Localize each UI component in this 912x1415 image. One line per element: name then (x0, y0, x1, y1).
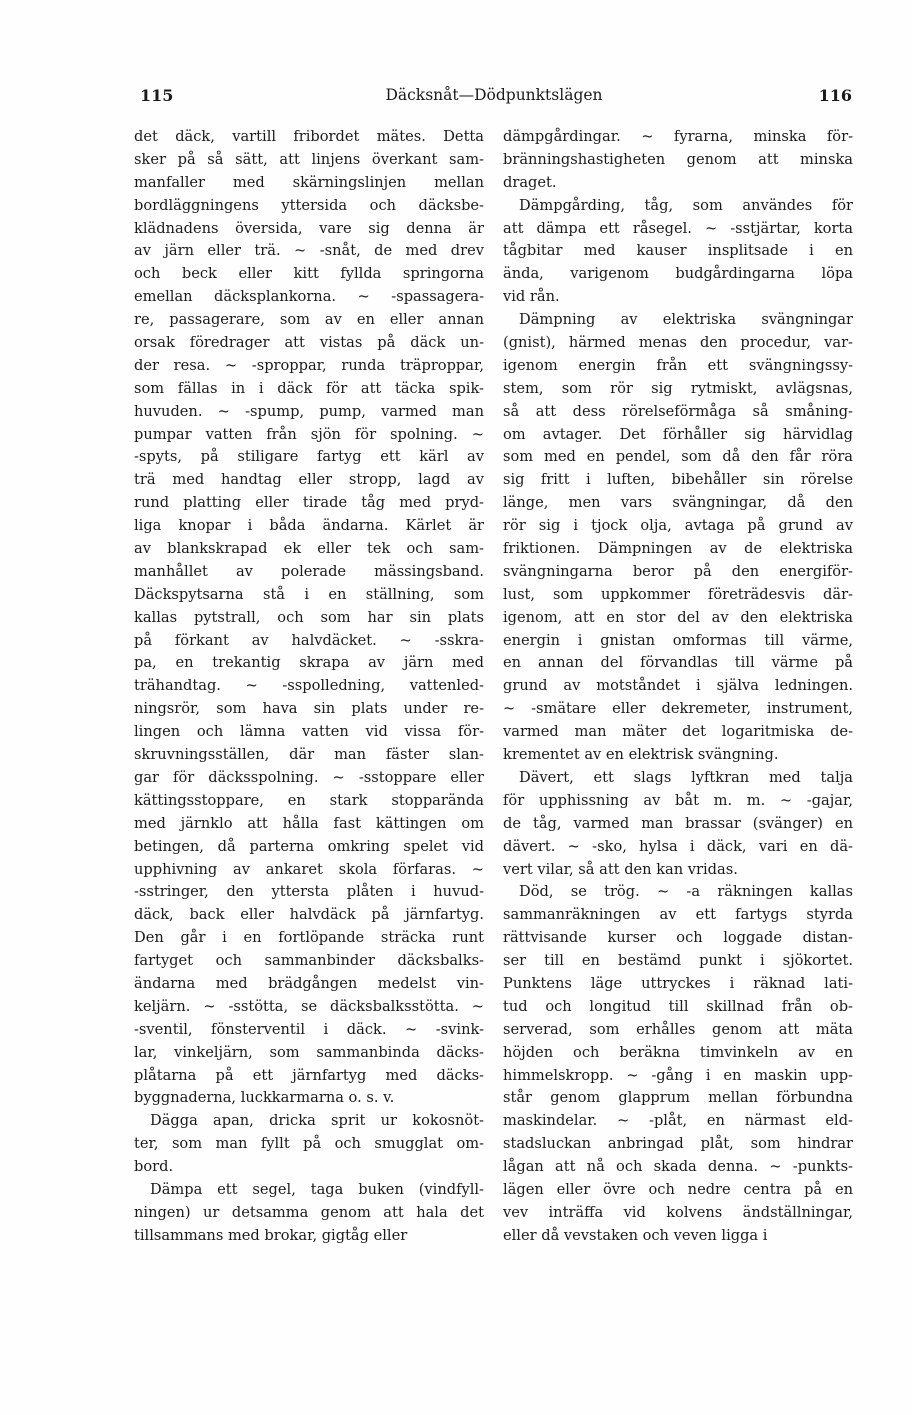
text-line: ter, som man fyllt på och smugglat om- (134, 1135, 484, 1153)
text-line: Dävert, ett slags lyftkran med talja (519, 768, 853, 786)
text-line: gar för däcksspolning. ~ -sstoppare eller (134, 768, 484, 786)
text-line: byggnaderna, luckkarmarna o. s. v. (134, 1089, 395, 1107)
text-line: Dämpgårding, tåg, som användes för (519, 196, 853, 214)
text-line: betingen, då parterna omkring spelet vid (134, 837, 484, 855)
text-line: bordläggningens yttersida och däcksbe- (134, 196, 484, 214)
right-column (503, 126, 853, 1248)
text-line: bränningshastigheten genom att minska (503, 150, 853, 168)
text-line: tud och longitud till skillnad från ob- (503, 997, 853, 1015)
text-line: vev inträffa vid kolvens ändställningar, (503, 1203, 853, 1221)
text-line: länge, men vars svängningar, då den (503, 494, 853, 512)
text-line: keljärn. ~ -sstötta, se däcksbalksstötta. ~ (134, 997, 484, 1015)
text-line: står genom glapprum mellan förbundna (503, 1089, 853, 1107)
text-line: liga knopar i båda ändarna. Kärlet är (134, 517, 484, 535)
text-line: fartyget och sammanbinder däcksbalks- (134, 952, 484, 970)
text-line: så att dess rörelseförmåga så småning- (503, 402, 853, 420)
running-title: Däcksnåt—Dödpunktslägen (385, 86, 603, 104)
text-line: med järnklo att hålla fast kättingen om (134, 814, 484, 832)
text-line: stem, som rör sig rytmiskt, avlägsnas, (503, 379, 853, 397)
text-line: på förkant av halvdäcket. ~ -sskra- (134, 631, 484, 649)
text-line: kättingsstoppare, en stark stopparända (134, 791, 484, 809)
text-line: Dämpa ett segel, taga buken (vindfyll- (150, 1180, 484, 1198)
page-number-left: 115 (140, 86, 174, 105)
text-line: om avtager. Det förhåller sig härvidlag (503, 425, 853, 443)
text-line: lust, som uppkommer företrädesvis där- (503, 585, 853, 603)
text-line: skruvningsställen, där man fäster slan- (134, 746, 484, 764)
text-line: ~ -smätare eller dekremeter, instrument, (503, 700, 853, 718)
text-line: lågan att nå och skada denna. ~ -punkts- (503, 1158, 853, 1176)
text-line: dämpgårdingar. ~ fyrarna, minska för- (503, 128, 853, 145)
text-line: serverad, som erhålles genom att mäta (503, 1020, 853, 1038)
text-line: Punktens läge uttryckes i räknad lati- (503, 974, 853, 992)
text-line: trähandtag. ~ -sspolledning, vattenled- (134, 677, 484, 695)
text-line: ändarna med brädgången medelst vin- (134, 974, 484, 992)
text-line: grund av motståndet i själva ledningen. (503, 677, 853, 695)
text-line: lingen och lämna vatten vid vissa för- (134, 723, 484, 741)
text-line: tillsammans med brokar, gigtåg eller (134, 1226, 408, 1244)
text-line: trä med handtag eller stropp, lagd av (134, 471, 484, 489)
text-line: sammanräkningen av ett fartygs styrda (503, 906, 853, 924)
text-line: orsak föredrager att vistas på däck un- (134, 334, 484, 352)
text-line: draget. (503, 173, 557, 191)
text-line: att dämpa ett råsegel. ~ -sstjärtar, korta (503, 219, 853, 237)
text-line: en annan del förvandlas till värme på (503, 654, 853, 672)
text-line: huvuden. ~ -spump, pump, varmed man (134, 402, 484, 420)
text-line: Död, se trög. ~ -a räkningen kallas (519, 883, 853, 901)
text-line: Den går i en fortlöpande sträcka runt (134, 929, 484, 947)
text-line: det däck, vartill fribordet mätes. Detta (134, 128, 484, 145)
text-line: rör sig i tjock olja, avtaga på grund av (503, 517, 853, 535)
text-line: energin i gnistan omformas till värme, (503, 631, 853, 649)
text-line: och beck eller kitt fyllda springorna (134, 265, 484, 283)
text-line: lar, vinkeljärn, som sammanbinda däcks- (134, 1043, 484, 1061)
text-line: igenom, att en stor del av den elektriska (503, 608, 853, 626)
text-line: höjden och beräkna timvinkeln av en (503, 1043, 853, 1061)
page-header (134, 86, 854, 112)
text-line: -sstringer, den yttersta plåten i huvud- (134, 883, 484, 901)
text-line: lägen eller övre och nedre centra på en (503, 1180, 853, 1198)
text-line: Däckspytsarna stå i en ställning, som (134, 585, 484, 603)
text-line: -sventil, fönsterventil i däck. ~ -svink- (134, 1020, 484, 1038)
text-line: ända, varigenom budgårdingarna löpa (503, 265, 853, 283)
text-line: bord. (134, 1158, 174, 1176)
text-line: av järn eller trä. ~ -snåt, de med drev (134, 242, 484, 260)
text-line: sker på så sätt, att linjens överkant sam- (134, 150, 484, 168)
text-line: rund platting eller tirade tåg med pryd- (134, 494, 484, 512)
text-line: plåtarna på ett järnfartyg med däcks- (134, 1066, 484, 1084)
text-line: stadsluckan anbringad plåt, som hindrar (503, 1135, 853, 1153)
text-line: ningsrör, som hava sin plats under re- (134, 700, 484, 718)
text-line: varmed man mäter det logaritmiska de- (503, 723, 853, 741)
text-line: svängningarna beror på den energiför- (503, 562, 853, 580)
text-line: däck, back eller halvdäck på järnfartyg. (134, 906, 484, 924)
text-line: rättvisande kurser och loggade distan- (503, 929, 853, 947)
text-line: re, passagerare, som av en eller annan (134, 311, 484, 329)
text-line: krementet av en elektrisk svängning. (503, 746, 779, 764)
text-line: der resa. ~ -sproppar, runda träproppar, (134, 356, 484, 374)
text-line: emellan däcksplankorna. ~ -spassagera- (134, 288, 484, 306)
text-line: pumpar vatten från sjön för spolning. ~ (134, 425, 484, 443)
page-number-right: 116 (818, 86, 852, 105)
text-line: manhållet av polerade mässingsband. (134, 562, 484, 580)
left-column (134, 126, 484, 1248)
text-line: vert vilar, så att den kan vridas. (503, 860, 738, 878)
text-line: Dägga apan, dricka sprit ur kokosnöt- (150, 1112, 484, 1130)
text-line: av blankskrapad ek eller tek och sam- (134, 540, 484, 558)
text-line: som fällas in i däck för att täcka spik- (134, 379, 484, 397)
text-line: igenom energin från ett svängningssy- (503, 356, 853, 374)
text-line: ser till en bestämd punkt i sjökortet. (503, 952, 853, 970)
text-line: kallas pytstrall, och som har sin plats (134, 608, 484, 626)
text-line: sig fritt i luften, bibehåller sin rörelse (503, 471, 853, 489)
text-line: tågbitar med kauser insplitsade i en (503, 242, 853, 260)
text-line: upphivning av ankaret skola förfaras. ~ (134, 860, 484, 878)
text-line: pa, en trekantig skrapa av järn med (134, 654, 484, 672)
text-line: himmelskropp. ~ -gång i en maskin upp- (503, 1066, 853, 1084)
text-line: manfaller med skärningslinjen mellan (134, 173, 484, 191)
text-line: maskindelar. ~ -plåt, en närmast eld- (503, 1112, 853, 1130)
text-line: för upphissning av båt m. m. ~ -gajar, (503, 791, 853, 809)
text-line: de tåg, varmed man brassar (svänger) en (503, 814, 853, 832)
text-line: som med en pendel, som då den får röra (503, 448, 853, 466)
text-line: eller då vevstaken och veven ligga i (503, 1226, 768, 1244)
text-line: friktionen. Dämpningen av de elektriska (503, 540, 853, 558)
text-line: klädnadens översida, vare sig denna är (134, 219, 484, 237)
text-line: vid rån. (503, 288, 560, 306)
text-line: Dämpning av elektriska svängningar (519, 311, 853, 329)
text-line: -spyts, på stiligare fartyg ett kärl av (134, 448, 484, 466)
text-line: dävert. ~ -sko, hylsa i däck, vari en dä- (503, 837, 853, 855)
text-line: (gnist), härmed menas den procedur, var- (503, 334, 853, 352)
text-line: ningen) ur detsamma genom att hala det (134, 1203, 484, 1221)
